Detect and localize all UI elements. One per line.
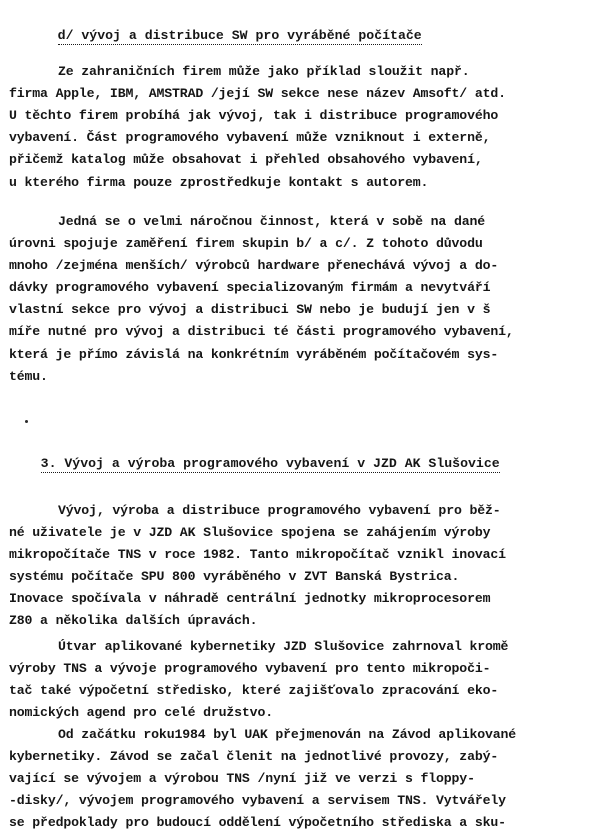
text-line: -disky/, vývojem programového vybavení a servisem TNS. Vytvářely bbox=[9, 793, 506, 808]
text-line: úrovni spojuje zaměření firem skupin b/ a c/. Z tohoto důvodu bbox=[9, 236, 483, 251]
text-line: Útvar aplikované kybernetiky JZD Slušovice zahrnoval kromě bbox=[58, 639, 509, 654]
text-line: Ze zahraničních firem může jako příklad sloužit např. bbox=[58, 64, 470, 79]
text-line: Inovace spočívala v náhradě centrální jednotky mikroprocesorem bbox=[9, 591, 491, 606]
text-line: tému. bbox=[9, 369, 48, 384]
section-d-heading-text: d/ vývoj a distribuce SW pro vyráběné počítače bbox=[57, 28, 422, 43]
text-line: u kterého firma pouze zprostředkuje kontakt s autorem. bbox=[9, 175, 429, 190]
text-line: Jedná se o velmi náročnou činnost, která v sobě na dané bbox=[58, 214, 486, 229]
text-line: která je přímo závislá na konkrétním vyráběném počítačovém sys- bbox=[9, 347, 499, 362]
section-3-heading-text: 3. Vývoj a výroba programového vybavení v JZD AK Slušovice bbox=[40, 456, 500, 471]
text-line: kybernetiky. Závod se začal členit na jednotlivé provozy, zabý- bbox=[9, 749, 499, 764]
text-line: dávky programového vybavení specializovaným firmám a nevytváří bbox=[9, 280, 491, 295]
text-line: né uživatele je v JZD AK Slušovice spojena se zahájením výroby bbox=[9, 525, 491, 540]
text-line: Z80 a několika dalších úpravách. bbox=[9, 613, 258, 628]
text-line: výroby TNS a vývoje programového vybavení pro tento mikropoči- bbox=[9, 661, 491, 676]
text-line: nomických agend pro celé družstvo. bbox=[9, 705, 273, 720]
text-line: tač také výpočetní středisko, které zajišťovalo zpracování eko- bbox=[9, 683, 499, 698]
section-3-heading bbox=[9, 441, 500, 486]
text-line: Od začátku roku1984 byl UAK přejmenován na Závod aplikované bbox=[58, 727, 517, 742]
section-d-heading bbox=[26, 13, 422, 58]
text-line: míře nutné pro vývoj a distribuci té části programového vybavení, bbox=[9, 324, 514, 339]
text-line: vající se vývojem a výrobou TNS /nyní již ve verzi s floppy- bbox=[9, 771, 475, 786]
text-line: mikropočítače TNS v roce 1982. Tanto mikropočítač vznikl inovací bbox=[9, 547, 506, 562]
text-line: vlastní sekce pro vývoj a distribuci SW nebo je budují jen v š bbox=[9, 302, 491, 317]
text-line: Vývoj, výroba a distribuce programového vybavení pro běž- bbox=[58, 503, 501, 518]
text-line: firma Apple, IBM, AMSTRAD /její SW sekce nese název Amsoft/ atd. bbox=[9, 86, 506, 101]
text-line: se předpoklady pro budoucí oddělení výpočetního střediska a sku- bbox=[9, 815, 506, 830]
text-line: vybavení. Část programového vybavení může vzniknout i externě, bbox=[9, 130, 491, 145]
text-line: systému počítače SPU 800 vyráběného v ZVT Banská Bystrica. bbox=[9, 569, 460, 584]
text-line: U těchto firem probíhá jak vývoj, tak i distribuce programového bbox=[9, 108, 499, 123]
text-line: mnoho /zejména menších/ výrobců hardware přenechává vývoj a do- bbox=[9, 258, 499, 273]
text-line: přičemž katalog může obsahovat i přehled obsahového vybavení, bbox=[9, 152, 483, 167]
stray-mark bbox=[25, 420, 28, 423]
